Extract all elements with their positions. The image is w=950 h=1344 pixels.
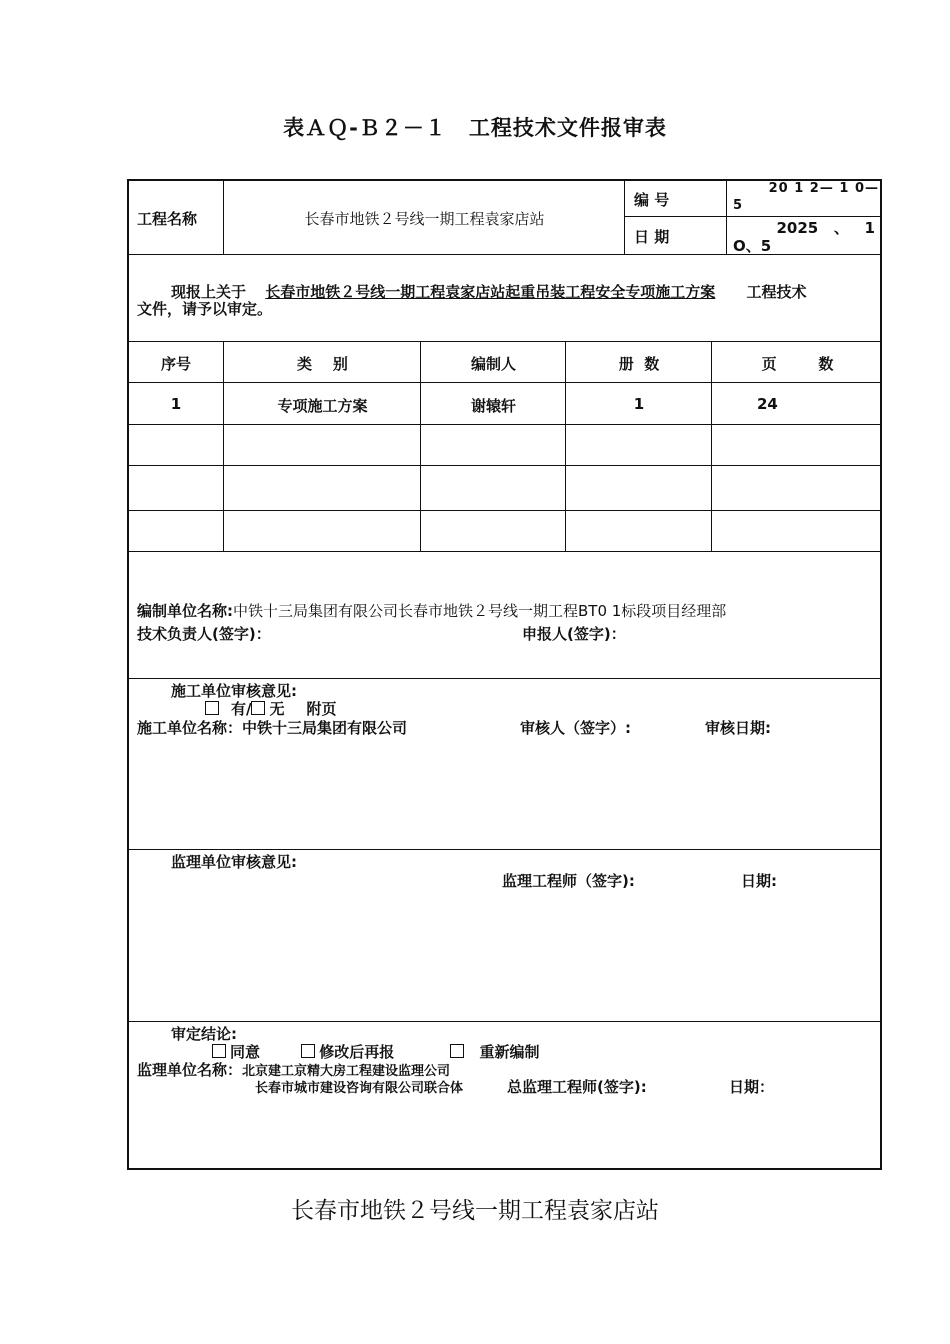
col-header-author: 编制人 xyxy=(470,355,516,373)
divider xyxy=(129,382,882,383)
code-value-line1: 20 1 2— 1 0— xyxy=(768,181,879,196)
divider xyxy=(129,678,882,679)
date-value-line2: O、5 xyxy=(733,237,772,255)
date-value-line1: 2025 、 1 xyxy=(776,219,875,237)
construction-unit: 施工单位名称：中铁十三局集团有限公司 xyxy=(137,719,408,737)
attachment-options xyxy=(205,698,337,719)
construction-opinion-label: 施工单位审核意见: xyxy=(171,682,297,700)
divider xyxy=(420,341,421,551)
divider xyxy=(129,849,882,850)
conclusion-date: 日期： xyxy=(729,1078,775,1096)
construction-review-date: 审核日期: xyxy=(705,719,771,737)
divider xyxy=(129,510,882,511)
divider xyxy=(129,465,882,466)
compiler-unit-name: 中铁十三局集团有限公司长春市地铁２号线一期工程BT0 1标段项目经理部 xyxy=(233,602,727,620)
divider xyxy=(129,551,882,552)
table-cell-category: 专项施工方案 xyxy=(277,397,368,415)
checkbox-none[interactable] xyxy=(251,701,265,715)
divider xyxy=(129,1021,882,1022)
checkbox-recompile[interactable] xyxy=(450,1044,464,1058)
supervision-unit-label: 监理单位名称： xyxy=(137,1061,243,1079)
document-title: 表ＡＱ-Ｂ２－１ 工程技术文件报审表 xyxy=(283,116,667,140)
tech-lead-signature: 技术负责人(签字)： xyxy=(137,625,271,643)
divider xyxy=(223,341,224,551)
chief-engineer-signature: 总监理工程师(签字): xyxy=(507,1078,647,1096)
submission-prefix: 现报上关于 xyxy=(171,283,247,301)
compiler-unit-label: 编制单位名称: xyxy=(137,602,233,620)
col-header-category: 类 别 xyxy=(297,355,348,373)
submission-suffix: 工程技术 xyxy=(746,283,807,301)
checkbox-revise[interactable] xyxy=(301,1044,315,1058)
divider xyxy=(624,181,625,254)
submission-line2: 文件，请予以审定。 xyxy=(137,300,273,318)
review-form xyxy=(127,179,882,1170)
attachment-label: 附页 xyxy=(306,700,337,718)
date-label: 日 期 xyxy=(634,228,670,246)
project-name-value: 长春市地铁２号线一期工程袁家店站 xyxy=(304,210,545,228)
divider xyxy=(129,341,882,342)
table-cell-pages: 24 xyxy=(757,395,778,413)
code-value-line2: 5 xyxy=(733,198,743,213)
col-header-volumes: 册 数 xyxy=(618,355,660,373)
reporter-signature: 申报人(签字)： xyxy=(522,625,626,643)
option-revise: 修改后再报 xyxy=(319,1043,395,1061)
divider xyxy=(223,181,224,254)
supervision-unit-line1: 北京建工京精大房工程建设监理公司 xyxy=(242,1064,451,1079)
none-label: 无 xyxy=(269,700,285,718)
has-label: 有/ xyxy=(231,700,252,718)
supervision-unit-line2: 长春市城市建设咨询有限公司联合体 xyxy=(255,1081,464,1096)
table-cell-author: 谢辕轩 xyxy=(470,397,516,415)
table-cell-volumes: 1 xyxy=(633,395,645,413)
divider xyxy=(726,181,727,254)
project-name-label: 工程名称 xyxy=(137,210,198,228)
footer-caption: 长春市地铁２号线一期工程袁家店站 xyxy=(291,1198,659,1224)
code-label: 编 号 xyxy=(634,191,670,209)
option-recompile: 重新编制 xyxy=(479,1043,540,1061)
table-cell-index: 1 xyxy=(170,395,182,413)
option-approve: 同意 xyxy=(230,1043,261,1061)
col-header-index: 序号 xyxy=(160,355,191,373)
construction-reviewer-signature: 审核人（签字）: xyxy=(520,719,631,737)
supervision-opinion-label: 监理单位审核意见: xyxy=(171,853,297,871)
checkbox-approve[interactable] xyxy=(212,1044,226,1058)
divider xyxy=(129,424,882,425)
checkbox-has[interactable] xyxy=(205,701,219,715)
supervision-engineer-signature: 监理工程师（签字): xyxy=(502,872,635,890)
col-header-pages: 页 数 xyxy=(761,355,834,373)
submission-subject: 长春市地铁２号线一期工程袁家店站起重吊装工程安全专项施工方案 xyxy=(265,283,716,301)
conclusion-label: 审定结论: xyxy=(171,1025,237,1043)
compiler-unit xyxy=(137,600,726,621)
supervision-date: 日期: xyxy=(741,872,777,890)
divider xyxy=(711,341,712,551)
divider xyxy=(565,341,566,551)
